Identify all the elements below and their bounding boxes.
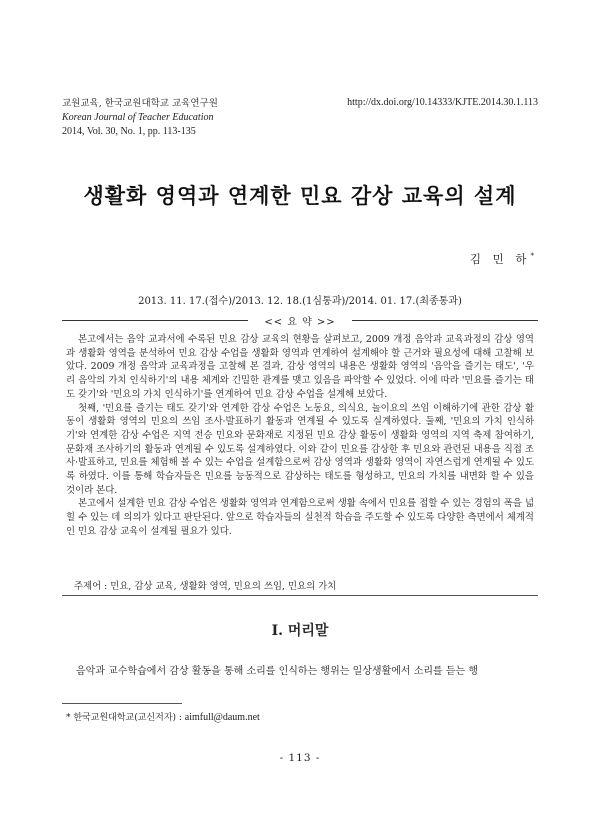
- journal-volume: 2014, Vol. 30, No. 1, pp. 113-135: [62, 126, 196, 137]
- submission-dates: 2013. 11. 17.(접수)/2013. 12. 18.(1심통과)/2014. 01. 17.(최종통과): [138, 296, 462, 307]
- doi-link[interactable]: http://dx.doi.org/10.14333/KJTE.2014.30.1.113: [347, 97, 538, 108]
- abstract-paragraph-3: 본고에서 설계한 민요 감상 수업은 생활화 영역과 연계함으로써 생활 속에서 민요를 접할 수 있는 경험의 폭을 넓힐 수 있는 데 의의가 있다고 판단된다. 앞으로 학습자들의 실천적 학습을 주도할 수 있도록 다양한 측면에서 체계적인 민요 감상 교육이 설계될 필요가 있다.: [66, 498, 534, 537]
- page-number: - 113 -: [279, 752, 321, 764]
- abstract-body: [66, 333, 534, 539]
- journal-header: [62, 97, 218, 139]
- abstract-label: << 요 약 >>: [264, 317, 336, 328]
- paper-title: 생활화 영역과 연계한 민요 감상 교육의 설계: [83, 183, 517, 208]
- author-name: 김 민 하: [469, 252, 531, 266]
- body-paragraph: 음악과 교수학습에서 감상 활동을 통해 소리를 인식하는 행위는 일상생활에서 소리를 듣는 행: [76, 666, 479, 677]
- abstract-paragraph-1: 본고에서는 음악 교과서에 수록된 민요 감상 교육의 현황을 살펴보고, 2009 개정 음악과 교육과정의 감상 영역과 생활화 영역을 분석하여 민요 감상 수업을 생활화 영역과 연계하여 설계해야 할 근거와 필요성에 대해 고찰해 보았다. 2009 개정 음악과 교육과정을 고찰해 본 결과, 감상 영역의 내용은 생활화 영역의 '음악을 즐기는 태도', '우리 음악의 가치 인식하기'의 내용 체계와 긴밀한 관계를 맺고 있음을 파악할 수 있었다. 이에 따라 '민요를 즐기는 태도 갖기'와 '민요의 가치 인식하기'를 연계하여 민요 감상 수업을 설계해 보았다.: [66, 334, 534, 400]
- abstract-paragraph-2: 첫째, '민요를 즐기는 태도 갖기'와 연계한 감상 수업은 노동요, 의식요, 놀이요의 쓰임 이해하기에 관한 감상 활동이 생활화 영역의 민요의 쓰임 조사·발표하기 활동과 연계될 수 있도록 실계하였다. 둘째, '민요의 가치 인식하기'와 연계한 감상 수업은 지역 전승 민요와 문화재로 지정된 민요 감상 활동이 생활화 영역의 지역 축제 참여하기, 문화재 조사하기의 활동과 연계될 수 있도록 설계하였다. 이와 같이 민요를 감상한 후 민요와 관련된 내용을 직접 조사·발표하고, 민요를 체험해 볼 수 있는 수업을 설계함으로써 감상 영역과 생활화 영역이 자연스럽게 연계될 수 있도록 하였다. 이를 통해 학습자들은 민요를 능동적으로 감상하는 태도를 형성하고, 민요의 가치를 내면화 할 수 있을 것이라 본다.: [66, 402, 534, 496]
- footnote-rule: [62, 703, 182, 704]
- author-footnote-mark: *: [530, 252, 534, 261]
- abstract-rule-right: [352, 320, 538, 321]
- section-heading: Ⅰ. 머리말: [271, 623, 329, 639]
- journal-name-en: Korean Journal of Teacher Education: [62, 112, 214, 123]
- keywords: 주제어 : 민요, 감상 교육, 생활화 영역, 민요의 쓰임, 민요의 가치: [74, 581, 337, 592]
- footnote: [66, 710, 260, 723]
- author: [470, 251, 534, 267]
- footnote-affiliation: * 한국교원대학교(교신저자) :: [66, 713, 185, 723]
- journal-name-kr: 교원교육, 한국교원대학교 교육연구원: [62, 98, 218, 109]
- keywords-divider: [62, 595, 538, 596]
- footnote-email[interactable]: aimfull@daum.net: [184, 712, 260, 723]
- abstract-heading: [62, 313, 538, 327]
